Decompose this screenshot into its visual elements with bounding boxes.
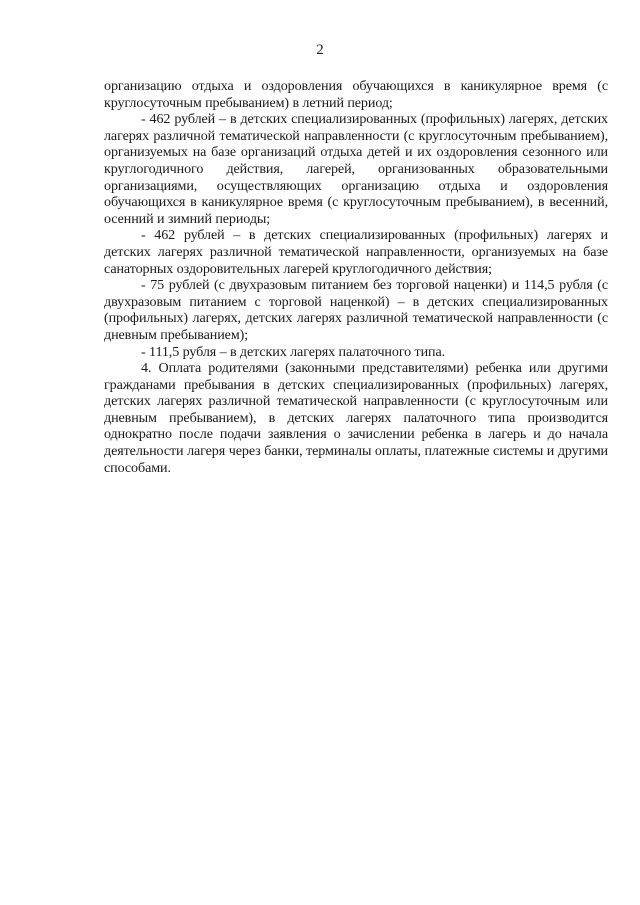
paragraph-item-4-payment: 4. Оплата родителями (законными представителями) ребенка или другими гражданами пребывания в детских специализированных (профильных) лагерях, детских лагерях различной тематической направленности (с круглосуточным или дневным пребыванием), в детских лагерях палаточного типа производится однократно после подачи заявления о зачислении ребенка в лагерь и до начала деятельности лагеря через банки, терминалы оплаты, платежные системы и другими способами. [104,360,608,476]
paragraph-continuation: организацию отдыха и оздоровления обучающихся в каникулярное время (с круглосуточным пребыванием) в летний период; [104,78,608,111]
document-body [104,78,608,476]
paragraph-rate-111-tent: - 111,5 рубля – в детских лагерях палаточного типа. [141,343,446,360]
paragraph-rate-462-sanatorium: - 462 рублей – в детских специализированных (профильных) лагерях и детских лагерях различной тематической направленности, организуемых на базе санаторных оздоровительных лагерей круглогодичного действия; [104,227,608,277]
paragraph-rate-462-seasonal: - 462 рублей – в детских специализированных (профильных) лагерях, детских лагерях различной тематической направленности (с круглосуточным пребыванием), организуемых на базе организаций отдыха детей и их оздоровления сезонного или круглогодичного действия, лагерей, организованных образовательными организациями, осуществляющих организацию отдыха и оздоровления обучающихся в каникулярное время (с круглосуточным пребыванием), в весенний, осенний и зимний периоды; [104,111,608,227]
paragraph-rate-75-day-stay: - 75 рублей (с двухразовым питанием без торговой наценки) и 114,5 рубля (с двухразовым питанием с торговой наценкой) – в детских специализированных (профильных) лагерях, детских лагерях различной тематической направленности (с дневным пребыванием); [104,277,608,343]
page-number: 2 [316,42,324,58]
